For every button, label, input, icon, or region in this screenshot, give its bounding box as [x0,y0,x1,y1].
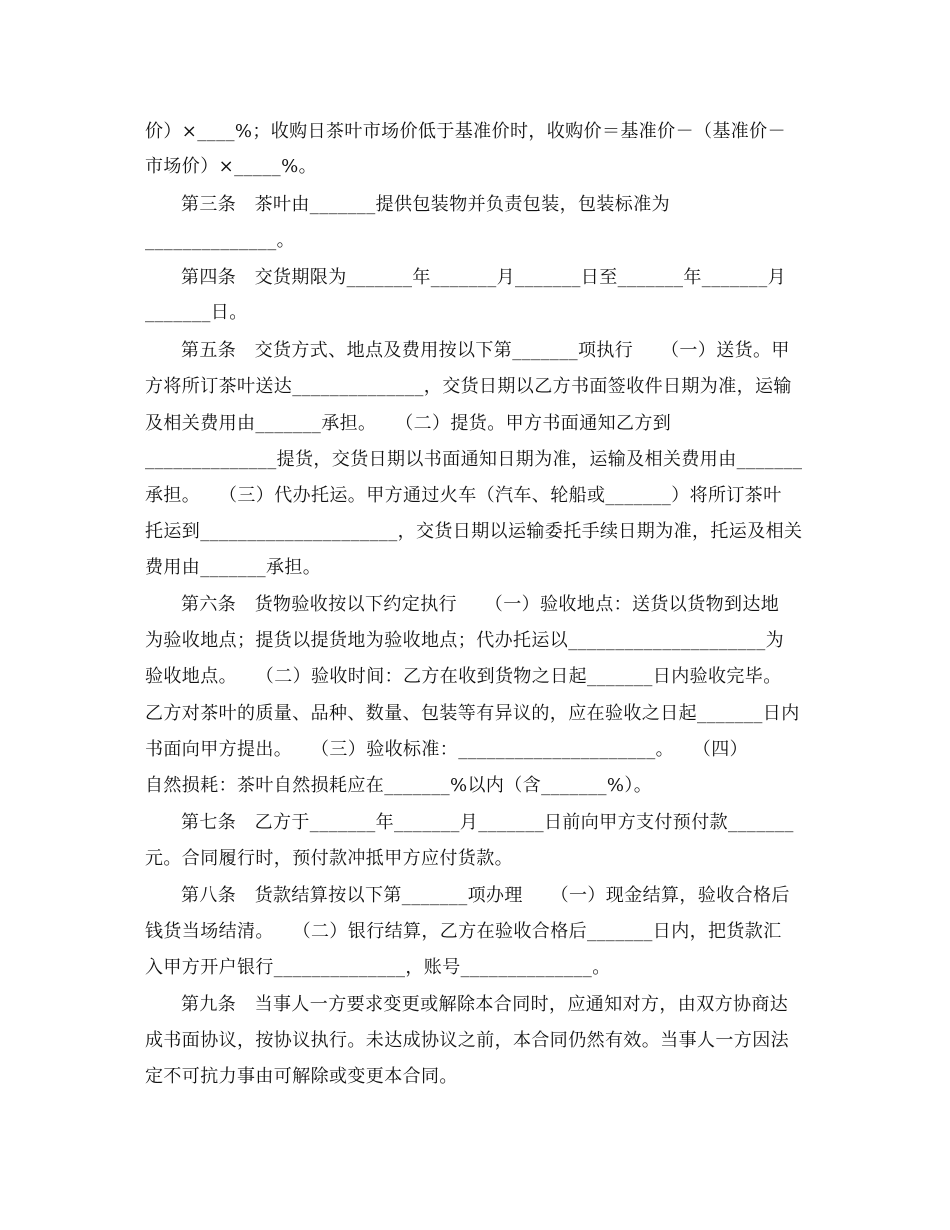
text-line: 自然损耗：茶叶自然损耗应在_______%以内（含_______%）。 [145,775,653,796]
text-line: 价）×____%；收购日茶叶市场价低于基准价时，收购价＝基准价－（基准价－ [145,121,786,142]
text-line: 验收地点。 （二）验收时间：乙方在收到货物之日起_______日内验收完毕。 [145,666,782,687]
text-line: 及相关费用由_______承担。 （二）提货。甲方书面通知乙方到 [145,413,672,434]
text-line: 定不可抗力事由可解除或变更本合同。 [145,1066,458,1087]
text-line: 托运到_____________________，交货日期以运输委托手续日期为准，托运及相关 [145,521,803,542]
text-line: 元。合同履行时，预付款冲抵甲方应付货款。 [145,848,513,869]
text-line: 费用由_______承担。 [145,557,322,578]
text-line: _______日。 [145,302,248,323]
text-line: 乙方对茶叶的质量、品种、数量、包装等有异议的，应在验收之日起_______日内 [145,703,800,724]
text-line: 成书面协议，按协议执行。未达成协议之前，本合同仍然有效。当事人一方因法 [145,1030,789,1051]
text-line: 为验收地点；提货以提货地为验收地点；代办托运以_____________________为 [145,630,784,651]
clause-9-heading-line: 第九条 当事人一方要求变更或解除本合同时，应通知对方，由双方协商达 [181,994,789,1015]
text-line: 入甲方开户银行______________，账号______________。 [145,957,611,978]
clause-7-heading-line: 第七条 乙方于_______年_______月_______日前向甲方支付预付款_______ [181,812,794,833]
clause-6-heading-line: 第六条 货物验收按以下约定执行 （一）验收地点：送货以货物到达地 [181,594,780,615]
clause-5-heading-line: 第五条 交货方式、地点及费用按以下第_______项执行 （一）送货。甲 [181,340,790,361]
text-line: 承担。 （三）代办托运。甲方通过火车（汽车、轮船或_______）将所订茶叶 [145,485,782,506]
clause-4-heading-line: 第四条 交货期限为_______年_______月_______日至_______年_______月 [181,267,786,288]
clause-8-heading-line: 第八条 货款结算按以下第_______项办理 （一）现金结算，验收合格后 [181,885,790,906]
text-line: 方将所订茶叶送达______________，交货日期以乙方书面签收件日期为准，运输 [145,376,792,397]
text-line: 钱货当场结清。 （二）银行结算，乙方在验收合格后_______日内，把货款汇 [145,921,782,942]
text-line: 书面向甲方提出。 （三）验收标准：_____________________。 （四） [145,739,748,760]
text-line: ______________。 [145,230,295,251]
clause-3-heading-line: 第三条 茶叶由_______提供包装物并负责包装，包装标准为 [181,194,670,215]
text-line: ______________提货，交货日期以书面通知日期为准，运输及相关费用由_______ [145,449,803,470]
text-line: 市场价）×_____%。 [145,156,317,177]
